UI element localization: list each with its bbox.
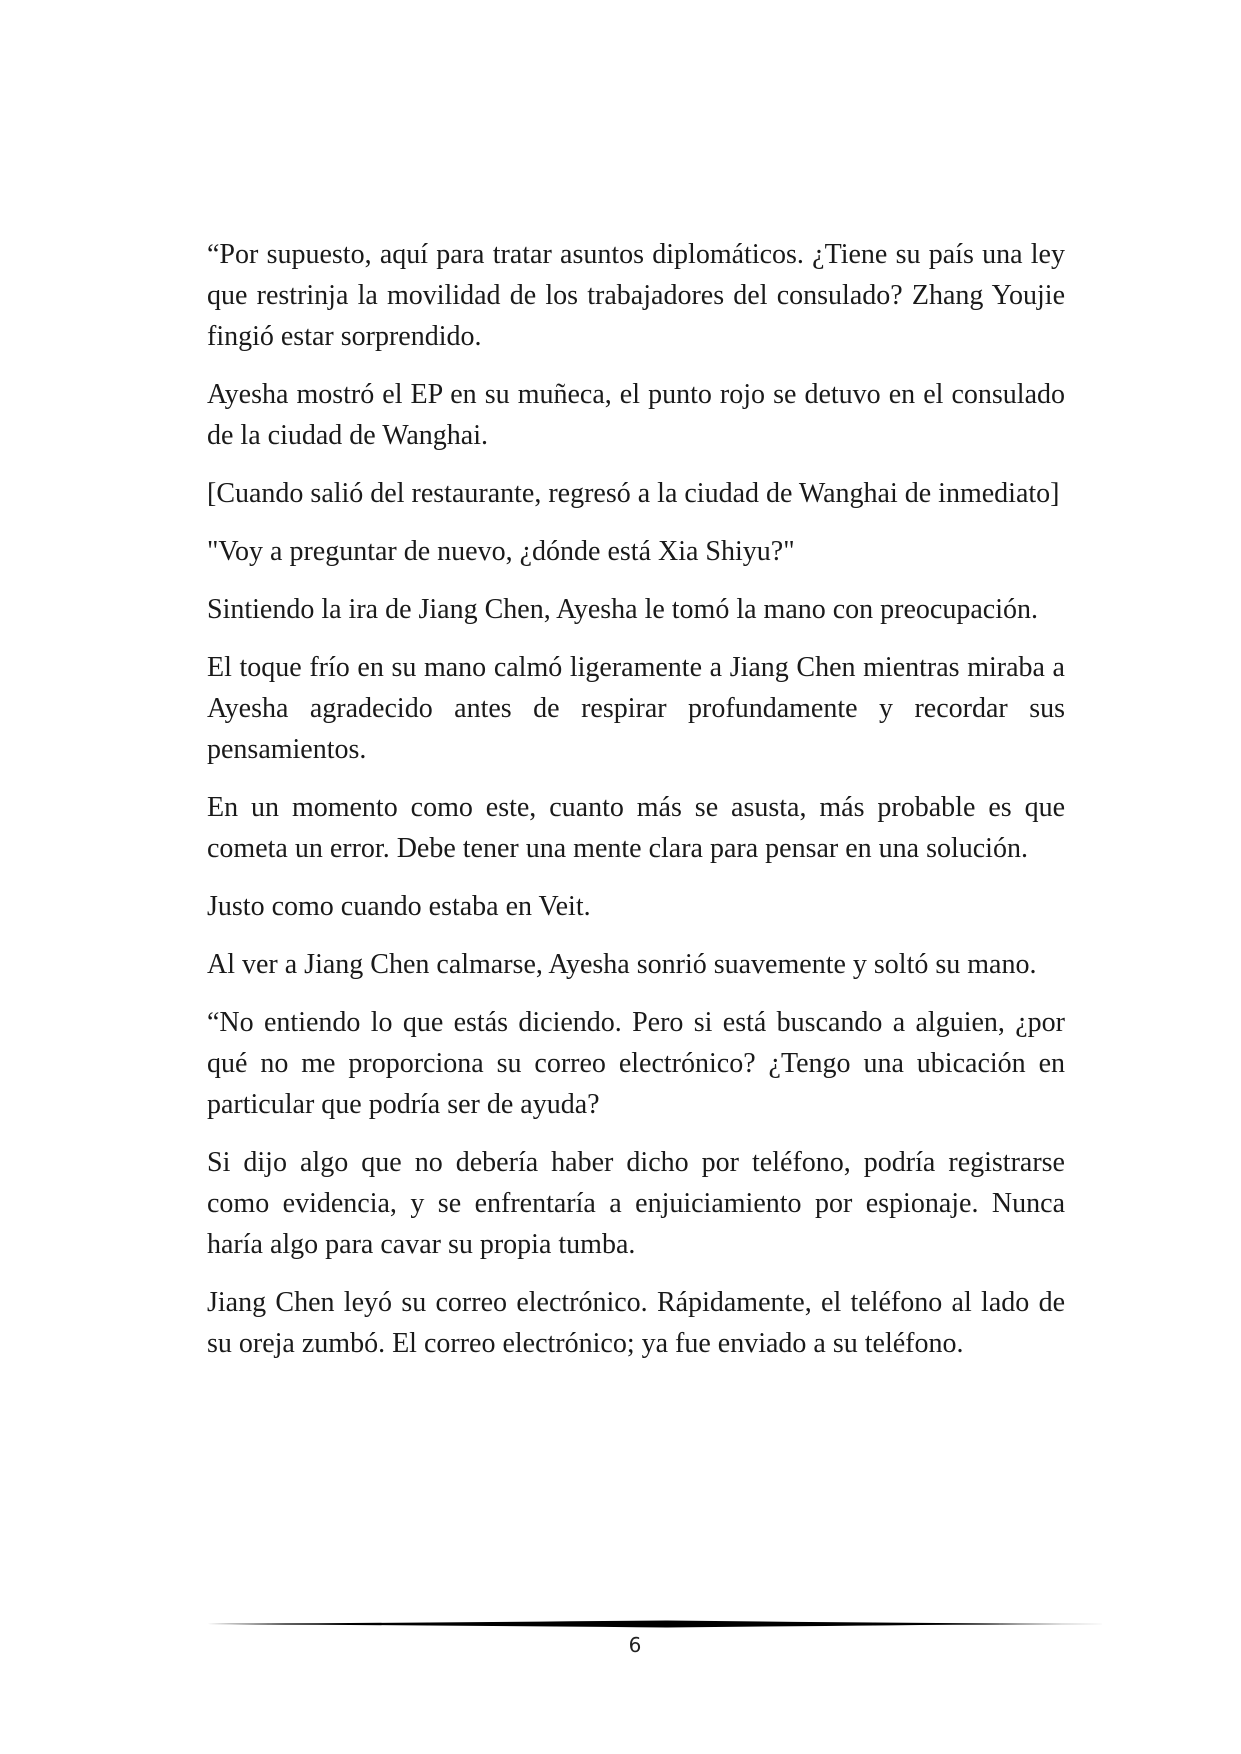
paragraph: El toque frío en su mano calmó ligeramente a Jiang Chen mientras miraba a Ayesha agradecido antes de respirar profundamente y recordar sus pensamientos. [207,652,1065,765]
page-number: 6 [628,1633,642,1657]
paragraph: [Cuando salió del restaurante, regresó a la ciudad de Wanghai de inmediato] [207,478,1060,509]
paragraph: En un momento como este, cuanto más se asusta, más probable es que cometa un error. Debe tener una mente clara para pensar en una solución. [207,792,1065,864]
paragraph: Jiang Chen leyó su correo electrónico. Rápidamente, el teléfono al lado de su oreja zumbó. El correo electrónico; ya fue enviado a su teléfono. [207,1287,1065,1359]
paragraph: “Por supuesto, aquí para tratar asuntos diplomáticos. ¿Tiene su país una ley que restrinja la movilidad de los trabajadores del consulado? Zhang Youjie fingió estar sorprendido. [207,239,1065,352]
paragraph: "Voy a preguntar de nuevo, ¿dónde está Xia Shiyu?" [207,536,795,567]
paragraph: “No entiendo lo que estás diciendo. Pero si está buscando a alguien, ¿por qué no me proporciona su correo electrónico? ¿Tengo una ubicación en particular que podría ser de ayuda? [207,1007,1065,1120]
paragraph: Al ver a Jiang Chen calmarse, Ayesha sonrió suavemente y soltó su mano. [207,949,1037,980]
footer-divider [207,1618,1107,1630]
paragraph: Ayesha mostró el EP en su muñeca, el punto rojo se detuvo en el consulado de la ciudad de Wanghai. [207,379,1065,451]
paragraph: Si dijo algo que no debería haber dicho por teléfono, podría registrarse como evidencia, y se enfrentaría a enjuiciamiento por espionaje. Nunca haría algo para cavar su propia tumba. [207,1147,1065,1260]
paragraph: Sintiendo la ira de Jiang Chen, Ayesha le tomó la mano con preocupación. [207,594,1038,625]
paragraph: Justo como cuando estaba en Veit. [207,891,591,922]
page-body [207,234,1065,1381]
footer-divider-swash [207,1621,1107,1628]
